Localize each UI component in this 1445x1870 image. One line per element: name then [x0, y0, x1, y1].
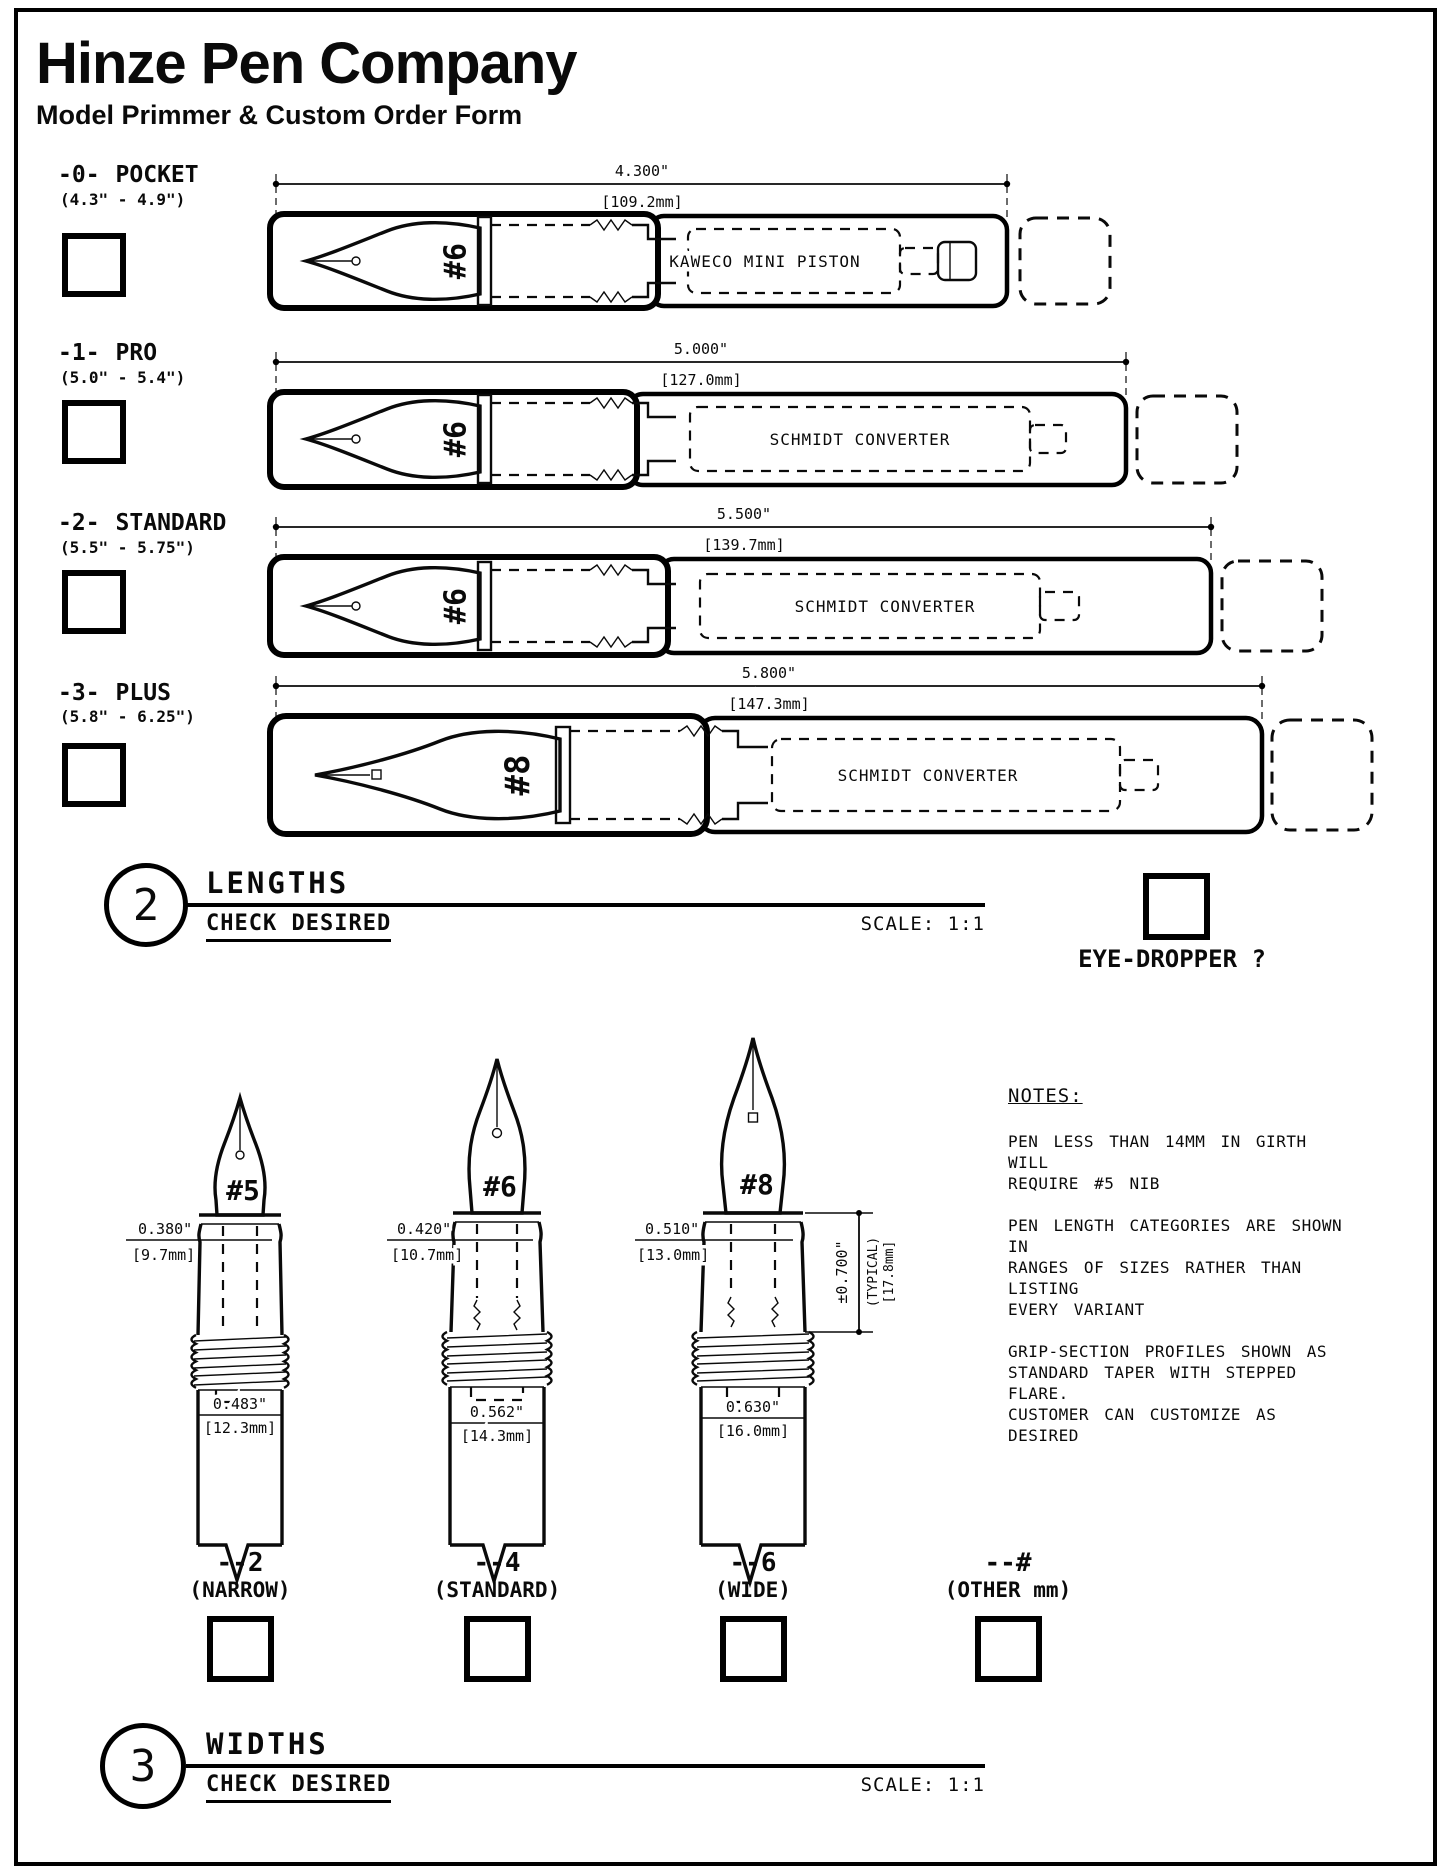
length-option-standard-label: [58, 510, 226, 536]
section-divider: [186, 903, 985, 907]
section-length-dimension: [805, 1210, 897, 1335]
checkbox-width-narrow[interactable]: [207, 1616, 274, 1682]
note-paragraph: [1008, 1131, 1360, 1194]
section-number: 2: [132, 879, 160, 931]
nib-size-label: #6: [438, 420, 474, 458]
section-dia-inches: 0.510": [645, 1220, 700, 1238]
barrel-dia-mm: [14.3mm]: [460, 1427, 534, 1445]
threads: [693, 1332, 814, 1385]
lengths-scale-label: SCALE: 1:1: [860, 913, 985, 935]
posted-cap-outline: [1137, 396, 1237, 483]
posted-cap-outline: [1020, 218, 1110, 304]
length-option-standard-range: (5.5" - 5.75"): [60, 538, 195, 557]
notes-block: [1008, 1085, 1360, 1467]
length-code: -2-: [58, 510, 100, 536]
widths-scale-label: SCALE: 1:1: [860, 1774, 985, 1796]
nib-size-label: #6: [483, 1170, 517, 1203]
note-paragraph: [1008, 1215, 1360, 1320]
nib-size-label: #6: [438, 242, 474, 280]
widths-check-desired: CHECK DESIRED: [206, 1772, 391, 1803]
eyedropper-label: EYE-DROPPER ?: [1078, 945, 1266, 973]
width-code-narrow: --2: [216, 1548, 264, 1578]
dim-inches: 4.300": [614, 162, 670, 180]
lengths-section-title: LENGTHS: [206, 866, 350, 900]
pen-drawing-plus: [260, 656, 1440, 866]
width-code-wide: --6: [729, 1548, 777, 1578]
barrel-dia-inches: 0.630": [725, 1398, 781, 1416]
grip-section: [198, 1215, 282, 1335]
grip-section: [701, 1213, 805, 1332]
section-divider: [186, 1764, 985, 1768]
length-name: PLUS: [115, 680, 171, 706]
length-option-pocket-range: (4.3" - 4.9"): [60, 190, 186, 209]
nib-drawing-6: [367, 1030, 657, 1605]
width-code-other: --#: [984, 1548, 1032, 1578]
nib-size-label: #6: [438, 587, 474, 625]
posted-cap-outline: [1272, 720, 1372, 830]
nib-drawing-5: [110, 1060, 400, 1605]
length-code: -0-: [58, 162, 100, 188]
length-name: PRO: [115, 340, 158, 366]
width-name-wide: (WIDE): [715, 1578, 791, 1602]
filling-system-label: KAWECO MINI PISTON: [669, 252, 861, 271]
nib-drawing-8: [623, 1010, 913, 1605]
length-option-pocket-label: [58, 162, 199, 188]
dim-mm: [127.0mm]: [660, 371, 742, 389]
section-number-bubble: [100, 1723, 186, 1809]
length-option-plus-label: [58, 680, 171, 706]
notes-title: NOTES:: [1008, 1085, 1083, 1107]
page-title: Hinze Pen Company: [36, 31, 577, 96]
filling-system-label: SCHMIDT CONVERTER: [794, 597, 976, 616]
checkbox-length-standard[interactable]: [62, 570, 126, 634]
section-dia-inches: 0.380": [138, 1220, 193, 1238]
note-line: EVERY VARIANT: [1008, 1300, 1145, 1319]
note-line: REQUIRE #5 NIB: [1008, 1174, 1160, 1193]
nib-size-label: #5: [226, 1174, 260, 1207]
length-option-plus-range: (5.8" - 6.25"): [60, 707, 195, 726]
nib-icon: [722, 1038, 785, 1213]
section-number: 3: [129, 1740, 157, 1792]
checkbox-width-standard[interactable]: [464, 1616, 531, 1682]
nib-size-label: #8: [740, 1168, 774, 1201]
note-line: RANGES OF SIZES RATHER THAN LISTING: [1008, 1258, 1302, 1298]
length-option-pro-label: [58, 340, 157, 366]
checkbox-length-pocket[interactable]: [62, 233, 126, 297]
dim-mm: [109.2mm]: [601, 193, 683, 211]
section-length-note: (TYPICAL): [866, 1236, 881, 1308]
posted-cap-outline: [1222, 561, 1322, 651]
checkbox-width-wide[interactable]: [720, 1616, 787, 1682]
barrel-dia-mm: [12.3mm]: [203, 1419, 277, 1437]
note-paragraph: [1008, 1341, 1360, 1446]
checkbox-length-plus[interactable]: [62, 743, 126, 807]
note-line: STANDARD TAPER WITH STEPPED FLARE.: [1008, 1363, 1297, 1403]
width-name-other: (OTHER mm): [944, 1578, 1072, 1602]
threads: [192, 1335, 289, 1388]
length-code: -3-: [58, 680, 100, 706]
dim-inches: 5.000": [673, 340, 729, 358]
section-dia-mm: [13.0mm]: [637, 1246, 710, 1264]
width-name-narrow: (NARROW): [189, 1578, 291, 1602]
section-dimension: [387, 1220, 533, 1264]
note-line: PEN LENGTH CATEGORIES ARE SHOWN IN: [1008, 1216, 1343, 1256]
section-dia-mm: [10.7mm]: [391, 1246, 464, 1264]
section-dia-inches: 0.420": [397, 1220, 452, 1238]
width-code-standard: --4: [473, 1548, 521, 1578]
length-option-pro-range: (5.0" - 5.4"): [60, 368, 186, 387]
grip-section: [451, 1213, 543, 1332]
section-length-mm: [17.8mm]: [882, 1240, 897, 1304]
section-dimension: [635, 1220, 793, 1264]
length-code: -1-: [58, 340, 100, 366]
threads: [443, 1332, 552, 1385]
lengths-check-desired: CHECK DESIRED: [206, 911, 391, 942]
dim-mm: [147.3mm]: [728, 695, 810, 713]
section-number-bubble: [104, 863, 188, 947]
nib-size-label: #8: [498, 754, 538, 796]
length-name: POCKET: [115, 162, 199, 188]
barrel-dia-inches: 0.483": [212, 1395, 268, 1413]
nib-icon: [215, 1098, 265, 1215]
barrel-dia-mm: [16.0mm]: [716, 1422, 790, 1440]
dim-inches: 5.800": [741, 664, 797, 682]
nib-icon: [469, 1059, 525, 1213]
pen-drawing-pocket: [260, 154, 1440, 354]
note-line: GRIP-SECTION PROFILES SHOWN AS: [1008, 1342, 1327, 1361]
note-line: CUSTOMER CAN CUSTOMIZE AS DESIRED: [1008, 1405, 1277, 1445]
note-line: PEN LESS THAN 14MM IN GIRTH WILL: [1008, 1132, 1307, 1172]
filling-system-label: SCHMIDT CONVERTER: [837, 766, 1019, 785]
length-name: STANDARD: [115, 510, 227, 536]
section-dia-mm: [9.7mm]: [132, 1246, 196, 1264]
checkbox-length-pro[interactable]: [62, 400, 126, 464]
filling-system-label: SCHMIDT CONVERTER: [769, 430, 951, 449]
checkbox-width-other[interactable]: [975, 1616, 1042, 1682]
checkbox-eyedropper[interactable]: [1143, 873, 1210, 940]
dim-inches: 5.500": [716, 505, 772, 523]
dim-mm: [139.7mm]: [703, 536, 785, 554]
width-name-standard: (STANDARD): [433, 1578, 561, 1602]
widths-section-title: WIDTHS: [206, 1727, 329, 1761]
section-length-inches: ±0.700": [833, 1240, 851, 1304]
barrel-dia-inches: 0.562": [469, 1403, 525, 1421]
page-subtitle: Model Primmer & Custom Order Form: [36, 100, 523, 130]
